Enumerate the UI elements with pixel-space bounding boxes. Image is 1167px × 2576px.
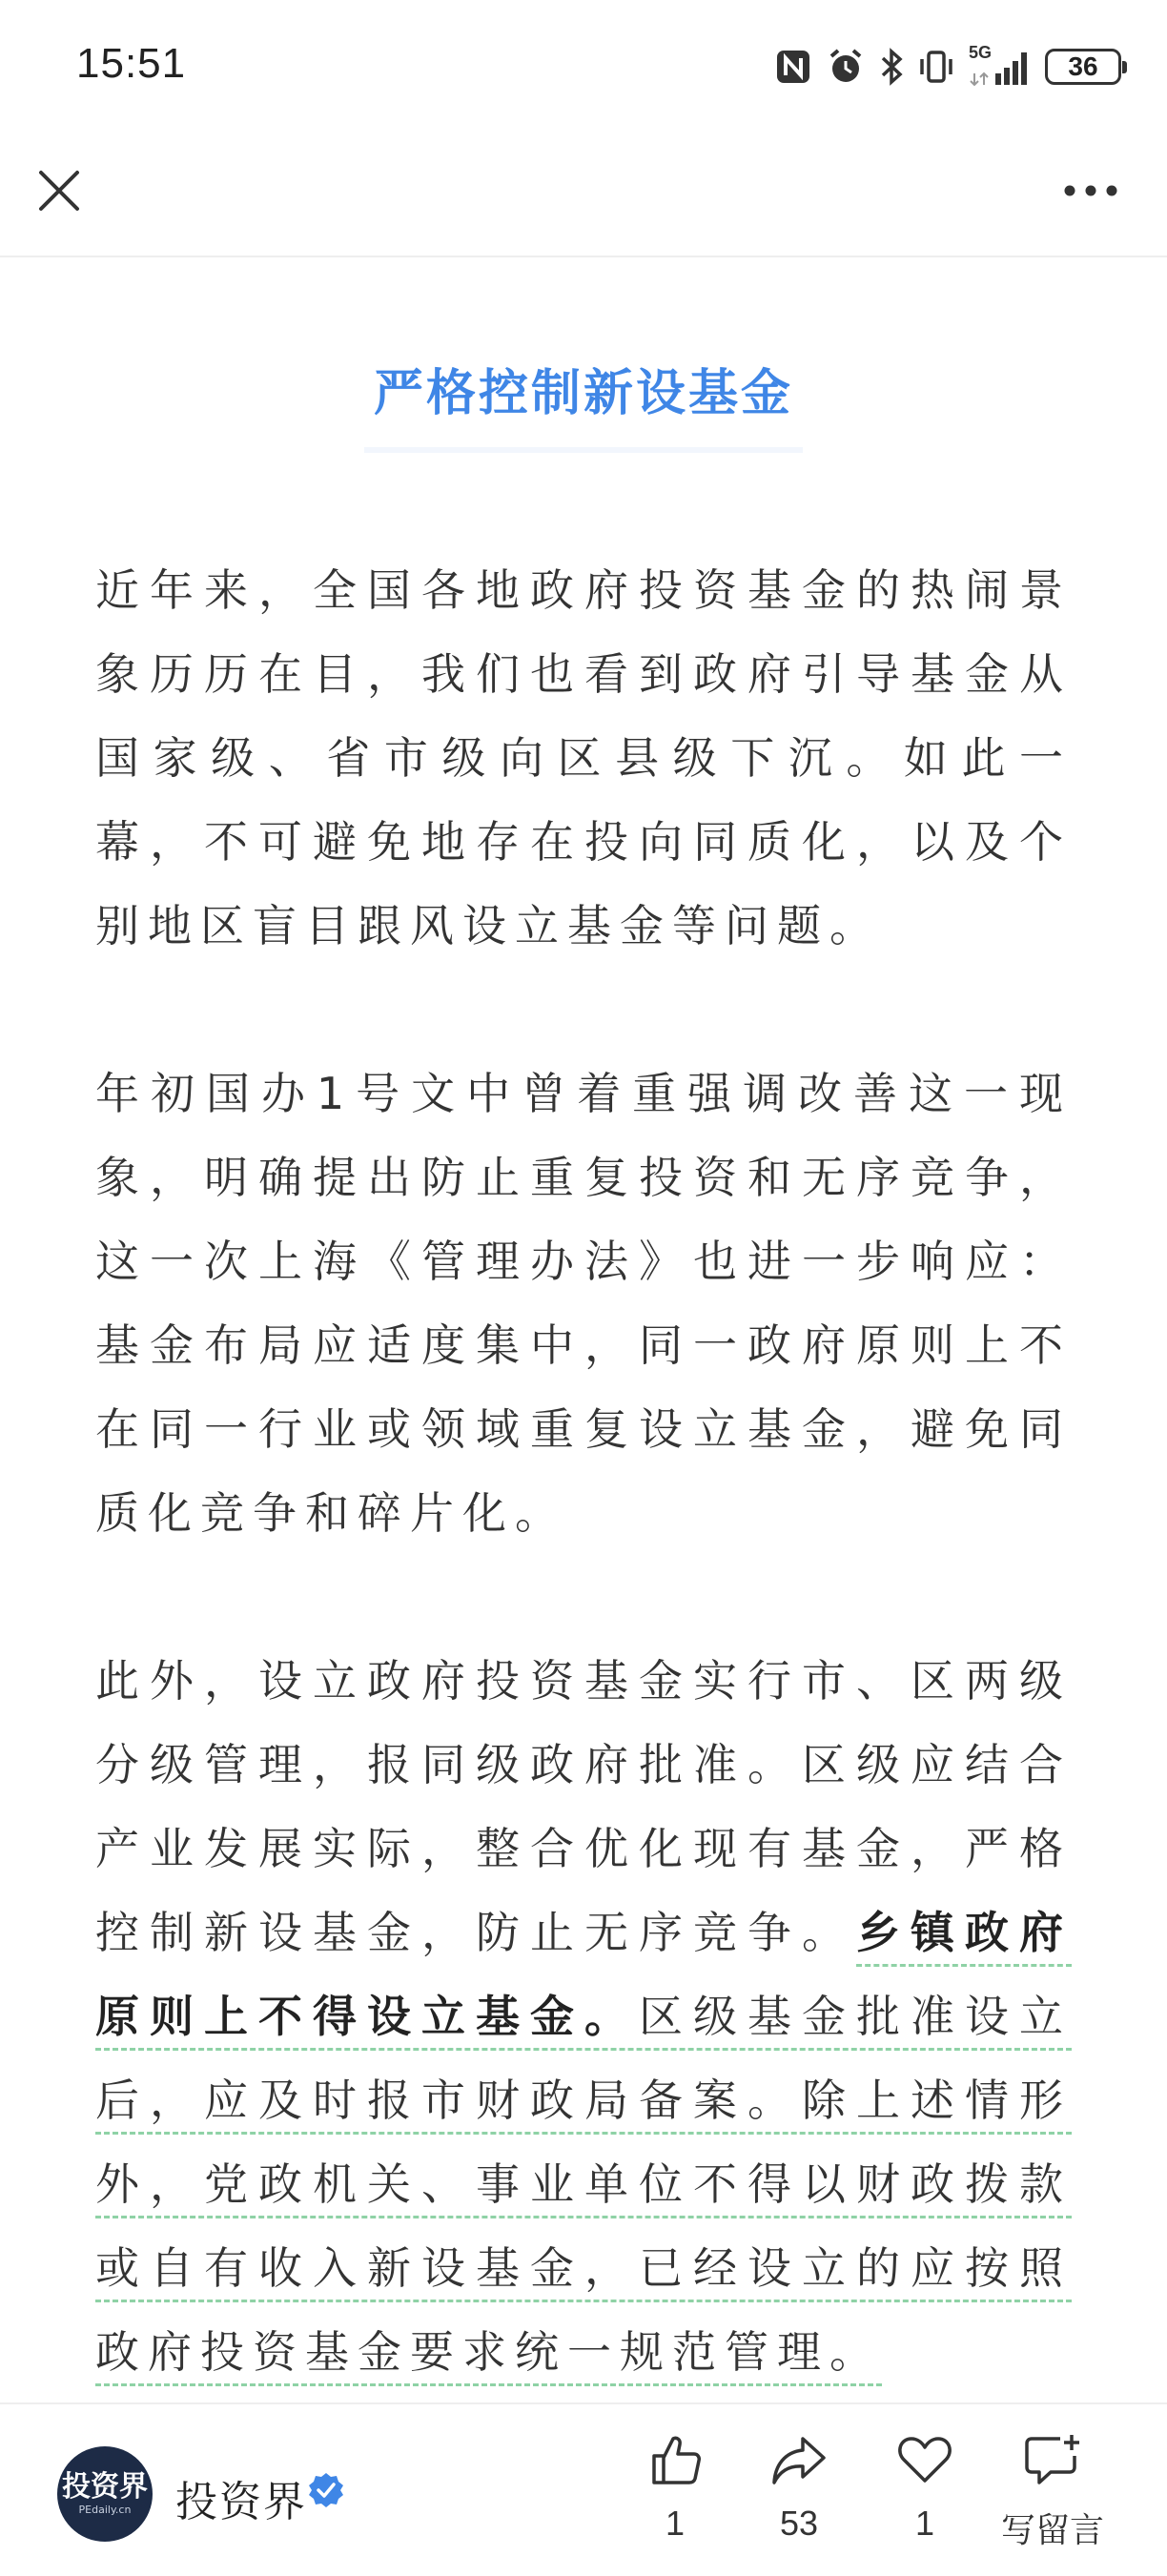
nfc-icon bbox=[774, 48, 812, 86]
nav-bar bbox=[0, 133, 1167, 257]
like-count: 1 bbox=[665, 2504, 686, 2543]
vibrate-icon bbox=[917, 48, 955, 86]
comment-button[interactable] bbox=[995, 2431, 1110, 2552]
bold-highlight: 乡镇政府原则上不得设立基金。 bbox=[95, 1907, 1072, 2042]
more-button[interactable] bbox=[1053, 160, 1129, 221]
bluetooth-icon bbox=[879, 48, 904, 86]
section-heading-wrap bbox=[0, 353, 1167, 453]
article-paragraph: 年初国办1号文中曾着重强调改善这一现象，明确提出防止重复投资和无序竞争，这一次上海《管理办法》也进一步响应：基金布局应适度集中，同一政府原则上不在同一行业或领域重复设立基金，避免同质化竞争和碎片化。 bbox=[95, 1068, 1072, 1539]
thumbs-up-icon bbox=[646, 2431, 704, 2488]
alarm-icon bbox=[826, 47, 866, 87]
like-button[interactable] bbox=[618, 2431, 732, 2544]
avatar-subtext: PEdaily.cn bbox=[78, 2504, 132, 2516]
verified-icon bbox=[307, 2471, 345, 2513]
highlighted-text[interactable] bbox=[95, 1907, 1072, 2386]
highlight-text: 区级基金批准设立后，应及时报市财政局备案。除上述情形外，党政机关、事业单位不得以财政拨款或自有收入新设基金，已经设立的应按照政府投资基金要求统一规范管理。 bbox=[95, 1991, 1072, 2378]
paragraph-text: 此外，设立政府投资基金实行市、区两级分级管理，报同级政府批准。区级应结合产业发展实际，整合优化现有基金，严格控制新设基金，防止无序竞争。 bbox=[95, 1655, 1072, 1958]
bottom-bar bbox=[0, 2402, 1167, 2576]
close-button[interactable] bbox=[29, 160, 90, 221]
signal-icon bbox=[969, 43, 1032, 87]
status-bar bbox=[0, 0, 1167, 133]
share-button[interactable] bbox=[742, 2431, 856, 2544]
favorite-count: 1 bbox=[914, 2504, 935, 2543]
avatar-text: 投资界 bbox=[62, 2470, 148, 2504]
battery-icon: 36 bbox=[1045, 49, 1121, 85]
network-type: 5G bbox=[969, 43, 993, 62]
more-icon bbox=[1062, 184, 1119, 197]
favorite-button[interactable] bbox=[868, 2431, 982, 2544]
share-count: 53 bbox=[779, 2504, 819, 2543]
heart-icon bbox=[896, 2431, 953, 2488]
share-icon bbox=[770, 2431, 828, 2488]
article-body bbox=[95, 548, 1072, 2478]
status-icons bbox=[774, 42, 1121, 92]
comment-add-icon bbox=[1022, 2431, 1083, 2488]
section-heading: 严格控制新设基金 bbox=[364, 353, 803, 453]
comment-label: 写留言 bbox=[1000, 2511, 1104, 2550]
account-name[interactable]: 投资界 bbox=[175, 2478, 307, 2526]
status-time: 15:51 bbox=[76, 40, 187, 87]
article-paragraph: 近年来，全国各地政府投资基金的热闹景象历历在目，我们也看到政府引导基金从国家级、省市级向区县级下沉。如此一幕，不可避免地存在投向同质化，以及个别地区盲目跟风设立基金等问题。 bbox=[95, 564, 1072, 951]
account-avatar[interactable] bbox=[57, 2446, 153, 2542]
article-paragraph bbox=[95, 1639, 1072, 2394]
close-icon bbox=[36, 168, 82, 214]
